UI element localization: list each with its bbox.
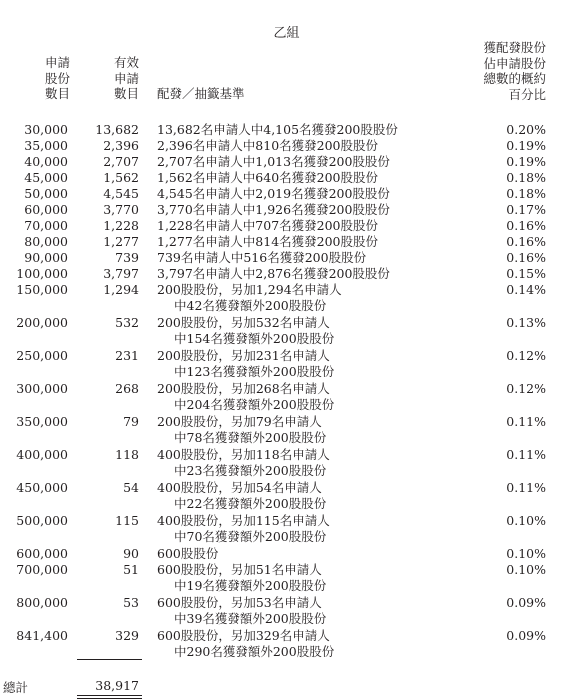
percentage-cell: 0.10% <box>506 546 546 561</box>
shares-applied-cell: 40,000 <box>24 154 68 169</box>
shares-applied-cell: 841,400 <box>16 628 68 643</box>
table-row <box>0 447 573 480</box>
percentage-cell: 0.12% <box>506 348 546 363</box>
allocation-basis-cell: 中204名獲發額外200股股份 <box>174 397 335 412</box>
allocation-basis-cell: 4,545名申請人中2,019名獲發200股股份 <box>157 186 390 201</box>
table-row <box>0 595 573 628</box>
shares-applied-cell: 60,000 <box>24 202 68 217</box>
percentage-cell: 0.11% <box>506 480 546 495</box>
header-line: 佔申請股份 <box>483 55 546 71</box>
valid-applications-cell: 118 <box>115 447 139 462</box>
valid-applications-cell: 79 <box>123 414 139 429</box>
table-row <box>0 266 573 282</box>
header-line: 百分比 <box>508 86 546 102</box>
table-row <box>0 282 573 315</box>
table-row <box>0 381 573 414</box>
allocation-basis-cell: 中19名獲發額外200股股份 <box>174 578 327 593</box>
valid-applications-cell: 268 <box>115 381 139 396</box>
allocation-basis-cell: 1,228名申請人中707名獲發200股股份 <box>157 218 379 233</box>
allocation-table <box>0 122 573 661</box>
allocation-basis-cell: 2,707名申請人中1,013名獲發200股股份 <box>157 154 390 169</box>
allocation-basis-cell: 中23名獲發額外200股股份 <box>174 463 327 478</box>
header-line: 申請 <box>113 70 139 86</box>
allocation-basis-cell: 中78名獲發額外200股股份 <box>174 430 327 445</box>
shares-applied-cell: 80,000 <box>24 234 68 249</box>
shares-applied-cell: 350,000 <box>16 414 68 429</box>
header-line: 股份 <box>44 70 70 86</box>
allocation-basis-cell: 3,797名申請人中2,876名獲發200股股份 <box>157 266 390 281</box>
percentage-cell: 0.10% <box>506 562 546 577</box>
percentage-cell: 0.19% <box>506 154 546 169</box>
allocation-basis-cell: 400股股份，另加118名申請人 <box>157 447 330 462</box>
valid-applications-cell: 51 <box>123 562 139 577</box>
shares-applied-cell: 800,000 <box>16 595 68 610</box>
shares-applied-cell: 450,000 <box>16 480 68 495</box>
shares-applied-cell: 100,000 <box>16 266 68 281</box>
shares-applied-cell: 400,000 <box>16 447 68 462</box>
allocation-basis-cell: 3,770名申請人中1,926名獲發200股股份 <box>157 202 390 217</box>
valid-applications-cell: 329 <box>115 628 139 643</box>
valid-applications-cell: 1,277 <box>103 234 139 249</box>
table-row <box>0 234 573 250</box>
allocation-basis-cell: 600股股份 <box>157 546 219 561</box>
percentage-cell: 0.11% <box>506 447 546 462</box>
table-row <box>0 414 573 447</box>
valid-applications-cell: 115 <box>115 513 139 528</box>
allocation-basis-cell: 739名申請人中516名獲發200股股份 <box>157 250 367 265</box>
shares-applied-cell: 70,000 <box>24 218 68 233</box>
percentage-cell: 0.16% <box>506 218 546 233</box>
allocation-basis-cell: 600股股份，另加329名申請人 <box>157 628 330 643</box>
valid-applications-cell: 3,797 <box>103 266 139 281</box>
allocation-basis-cell: 200股股份，另加79名申請人 <box>157 414 322 429</box>
header-line: 有效 <box>113 55 139 70</box>
table-row <box>0 170 573 186</box>
shares-applied-cell: 500,000 <box>16 513 68 528</box>
allocation-basis-cell: 1,562名申請人中640名獲發200股股份 <box>157 170 379 185</box>
allocation-basis-cell: 600股股份，另加51名申請人 <box>157 562 322 577</box>
percentage-cell: 0.12% <box>506 381 546 396</box>
valid-applications-cell: 231 <box>115 348 139 363</box>
allocation-basis-cell: 200股股份，另加532名申請人 <box>157 315 330 330</box>
allocation-basis-cell: 中123名獲發額外200股股份 <box>174 364 335 379</box>
allocation-basis-cell: 中39名獲發額外200股股份 <box>174 611 327 626</box>
section-title: 乙組 <box>273 26 300 41</box>
allocation-basis-cell: 13,682名申請人中4,105名獲發200股股份 <box>157 122 398 137</box>
header-line: 總數的概約 <box>483 71 546 86</box>
allocation-basis-cell: 中22名獲發額外200股股份 <box>174 496 327 511</box>
percentage-cell: 0.20% <box>506 122 546 137</box>
shares-applied-cell: 90,000 <box>24 250 68 265</box>
valid-applications-cell: 54 <box>123 480 139 495</box>
percentage-cell: 0.18% <box>506 170 546 185</box>
valid-applications-cell: 53 <box>123 595 139 610</box>
table-row <box>0 513 573 546</box>
allocation-basis-cell: 2,396名申請人中810名獲發200股股份 <box>157 138 379 153</box>
percentage-cell: 0.16% <box>506 234 546 249</box>
table-row <box>0 138 573 154</box>
header-line: 數目 <box>113 86 139 101</box>
table-row <box>0 628 573 661</box>
allocation-basis-cell: 200股股份，另加231名申請人 <box>157 348 330 363</box>
allocation-basis-cell: 600股股份，另加53名申請人 <box>157 595 322 610</box>
shares-applied-cell: 700,000 <box>16 562 68 577</box>
percentage-cell: 0.18% <box>506 186 546 201</box>
table-row <box>0 186 573 202</box>
valid-applications-cell: 2,707 <box>103 154 139 169</box>
valid-applications-cell: 90 <box>123 546 139 561</box>
shares-applied-cell: 250,000 <box>16 348 68 363</box>
valid-applications-cell: 739 <box>115 250 139 265</box>
valid-applications-cell: 1,562 <box>103 170 139 185</box>
table-row <box>0 546 573 562</box>
header-allocation-basis: 配發／抽籤基準 <box>157 86 245 101</box>
table-row <box>0 562 573 595</box>
percentage-cell: 0.17% <box>506 202 546 217</box>
header-line: 申請 <box>44 55 70 70</box>
table-row <box>0 348 573 381</box>
valid-applications-cell: 13,682 <box>95 122 139 137</box>
percentage-cell: 0.19% <box>506 138 546 153</box>
table-row <box>0 218 573 234</box>
percentage-cell: 0.13% <box>506 315 546 330</box>
table-row <box>0 480 573 513</box>
percentage-cell: 0.16% <box>506 250 546 265</box>
valid-applications-cell: 2,396 <box>103 138 139 153</box>
header-approx-percentage <box>430 40 546 102</box>
shares-applied-cell: 45,000 <box>24 170 68 185</box>
total-double-rule <box>77 695 142 699</box>
header-shares-applied <box>10 55 70 102</box>
valid-applications-cell: 3,770 <box>103 202 139 217</box>
header-line: 數目 <box>44 86 70 101</box>
shares-applied-cell: 150,000 <box>16 282 68 297</box>
table-row <box>0 122 573 138</box>
allocation-basis-cell: 中154名獲發額外200股股份 <box>174 331 335 346</box>
shares-applied-cell: 600,000 <box>16 546 68 561</box>
valid-applications-cell: 1,228 <box>103 218 139 233</box>
allocation-basis-cell: 400股股份，另加54名申請人 <box>157 480 322 495</box>
allocation-basis-cell: 200股股份，另加1,294名申請人 <box>157 282 342 297</box>
valid-applications-cell: 4,545 <box>103 186 139 201</box>
percentage-cell: 0.11% <box>506 414 546 429</box>
allocation-basis-cell: 1,277名申請人中814名獲發200股股份 <box>157 234 379 249</box>
allocation-basis-cell: 400股股份，另加115名申請人 <box>157 513 330 528</box>
table-row <box>0 202 573 218</box>
percentage-cell: 0.10% <box>506 513 546 528</box>
table-row <box>0 154 573 170</box>
header-valid-applications <box>75 55 139 102</box>
table-row <box>0 250 573 266</box>
header-line: 獲配發股份 <box>483 40 546 55</box>
total-rule <box>77 659 142 660</box>
valid-applications-cell: 532 <box>115 315 139 330</box>
percentage-cell: 0.14% <box>506 282 546 297</box>
shares-applied-cell: 35,000 <box>24 138 68 153</box>
percentage-cell: 0.15% <box>506 266 546 281</box>
shares-applied-cell: 50,000 <box>24 186 68 201</box>
shares-applied-cell: 300,000 <box>16 381 68 396</box>
percentage-cell: 0.09% <box>506 628 546 643</box>
allocation-basis-cell: 中70名獲發額外200股股份 <box>174 529 327 544</box>
total-value: 38,917 <box>95 678 139 693</box>
allocation-basis-cell: 中290名獲發額外200股股份 <box>174 644 335 659</box>
percentage-cell: 0.09% <box>506 595 546 610</box>
total-label: 總計 <box>3 680 29 695</box>
allocation-basis-cell: 中42名獲發額外200股股份 <box>174 298 327 313</box>
shares-applied-cell: 30,000 <box>24 122 68 137</box>
allocation-basis-cell: 200股股份，另加268名申請人 <box>157 381 330 396</box>
shares-applied-cell: 200,000 <box>16 315 68 330</box>
table-row <box>0 315 573 348</box>
valid-applications-cell: 1,294 <box>103 282 139 297</box>
